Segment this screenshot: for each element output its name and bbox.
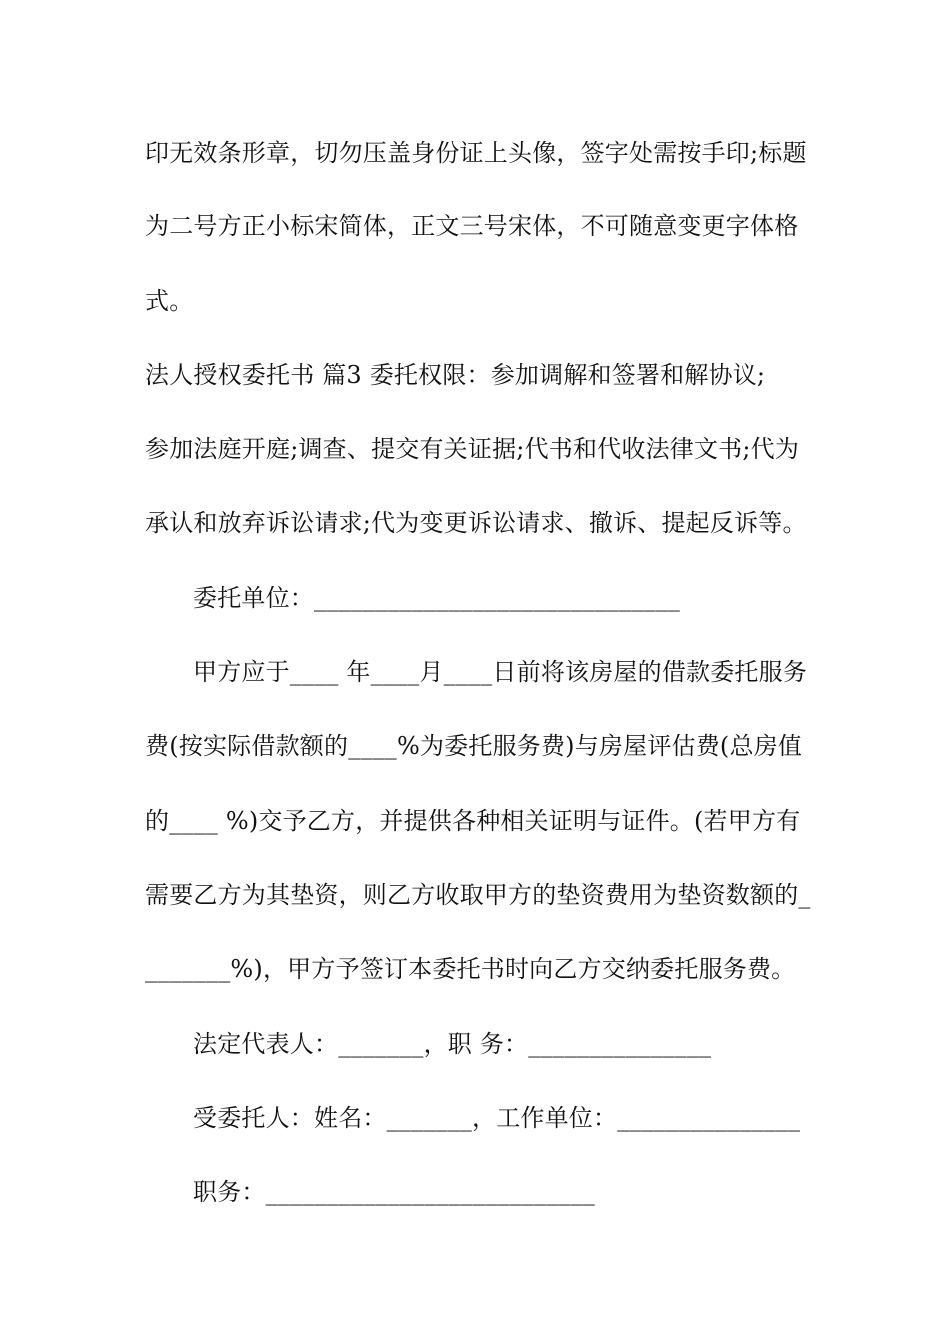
paragraph-line: _______%)，甲方予签订本委托书时向乙方交纳委托服务费。: [145, 955, 796, 983]
paragraph-line: 承认和放弃诉讼请求;代为变更诉讼请求、撤诉、提起反诉等。: [145, 509, 807, 537]
paragraph-line: 印无效条形章，切勿压盖身份证上头像，签字处需按手印;标题: [145, 139, 807, 167]
client-unit-field: 委托单位：______________________________: [193, 584, 680, 612]
agent-field: 受委托人：姓名：_______，工作单位：_______________: [193, 1104, 801, 1132]
position-field: 职务：___________________________: [193, 1178, 595, 1206]
paragraph-line: 的____ %)交予乙方，并提供各种相关证明与证件。(若甲方有: [145, 807, 801, 835]
paragraph-line: 参加法庭开庭;调查、提交有关证据;代书和代收法律文书;代为: [145, 435, 800, 463]
legal-representative-field: 法定代表人：_______，职 务：_______________: [193, 1030, 712, 1058]
paragraph-line: 甲方应于____ 年____月____日前将该房屋的借款委托服务: [193, 658, 808, 686]
paragraph-line: 费(按实际借款额的____%为委托服务费)与房屋评估费(总房值: [145, 732, 803, 760]
paragraph-line: 需要乙方为其垫资，则乙方收取甲方的垫资费用为垫资数额的_: [145, 881, 811, 909]
section-heading-line: 法人授权委托书 篇3 委托权限：参加调解和签署和解协议;: [145, 361, 766, 389]
paragraph-line: 为二号方正小标宋简体，正文三号宋体，不可随意变更字体格: [145, 212, 799, 240]
paragraph-line: 式。: [145, 287, 194, 315]
